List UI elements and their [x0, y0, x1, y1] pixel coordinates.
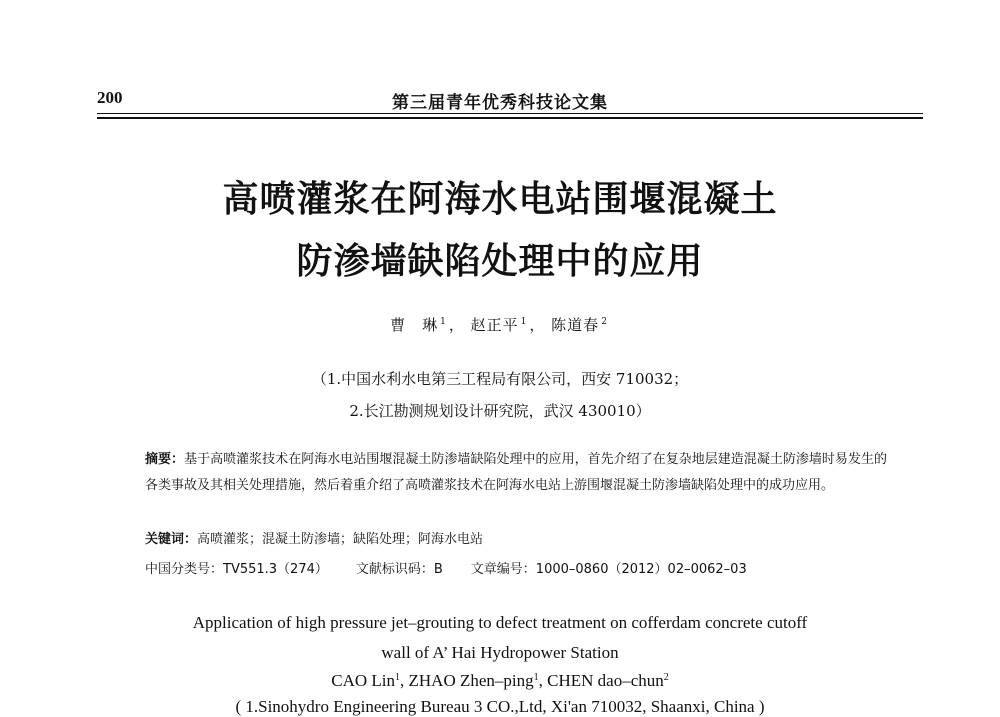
header-rule-thick [97, 117, 923, 119]
english-title-line-1: Application of high pressure jet–grouting to defect treatment on cofferdam concrete cutoff [192, 613, 808, 632]
english-author-list [0, 671, 1000, 691]
author-separator: ， [529, 316, 546, 334]
english-author-affiliation-mark: 1 [533, 672, 539, 683]
author-name: 陈道春 [551, 316, 600, 334]
author-list [0, 314, 1000, 335]
keywords-text: 高喷灌浆；混凝土防渗墙；缺陷处理；阿海水电站 [197, 532, 484, 547]
english-author-affiliation-mark: 1 [395, 672, 400, 683]
paper-title-line-1: 高喷灌浆在阿海水电站围堰混凝土 [222, 178, 778, 220]
keywords [145, 528, 483, 547]
abstract-text: 基于高喷灌浆技术在阿海水电站围堰混凝土防渗墙缺陷处理中的应用，首先介绍了在复杂地层建造混凝土防渗墙时易发生的各类事故及其相关处理措施，然后着重介绍了高喷灌浆技术在阿海水电站上游围堰混凝土防渗墙缺陷处理中的成功应用。 [145, 452, 887, 493]
author-affiliation-mark: 2 [601, 317, 608, 327]
article-number: 文章编号：1000–0860（2012）02–0062–03 [470, 562, 747, 577]
author-name: 曹 琳 [390, 316, 439, 334]
author-separator: ， [448, 316, 465, 334]
header-rule-thin [97, 113, 923, 114]
english-author-name: CHEN dao–chun [547, 671, 664, 690]
english-author-name: CAO Lin [331, 671, 395, 690]
affiliation-line-1: （1.中国水利水电第三工程局有限公司，西安 710032； [311, 370, 689, 388]
abstract-label: 摘要： [145, 452, 185, 467]
author-name: 赵正平 [470, 316, 519, 334]
clc-number: 中国分类号：TV551.3（274） [145, 562, 328, 577]
author-affiliation-mark: 1 [520, 317, 528, 327]
abstract [145, 447, 887, 499]
english-title-line-2: wall of A’ Hai Hydropower Station [381, 643, 619, 662]
paper-title-line-2: 防渗墙缺陷处理中的应用 [296, 240, 704, 282]
classification-line [145, 558, 905, 577]
page-number: 200 [97, 88, 123, 107]
author-affiliation-mark: 1 [440, 317, 447, 327]
english-author-separator: , [400, 671, 409, 690]
affiliation-line-2: 2.长江勘测规划设计研究院，武汉 430010） [349, 402, 651, 420]
running-header-title: 第三届青年优秀科技论文集 [392, 93, 608, 113]
english-author-name: ZHAO Zhen–ping [408, 671, 534, 690]
english-affiliation-partial: ( 1.Sinohydro Engineering Bureau 3 CO.,Ltd, Xi'an 710032, Shaanxi, China ) [235, 697, 765, 716]
document-code: 文献标识码：B [355, 562, 443, 577]
english-author-affiliation-mark: 2 [663, 672, 669, 683]
english-author-separator: , [538, 671, 548, 690]
keywords-label: 关键词： [145, 532, 198, 547]
